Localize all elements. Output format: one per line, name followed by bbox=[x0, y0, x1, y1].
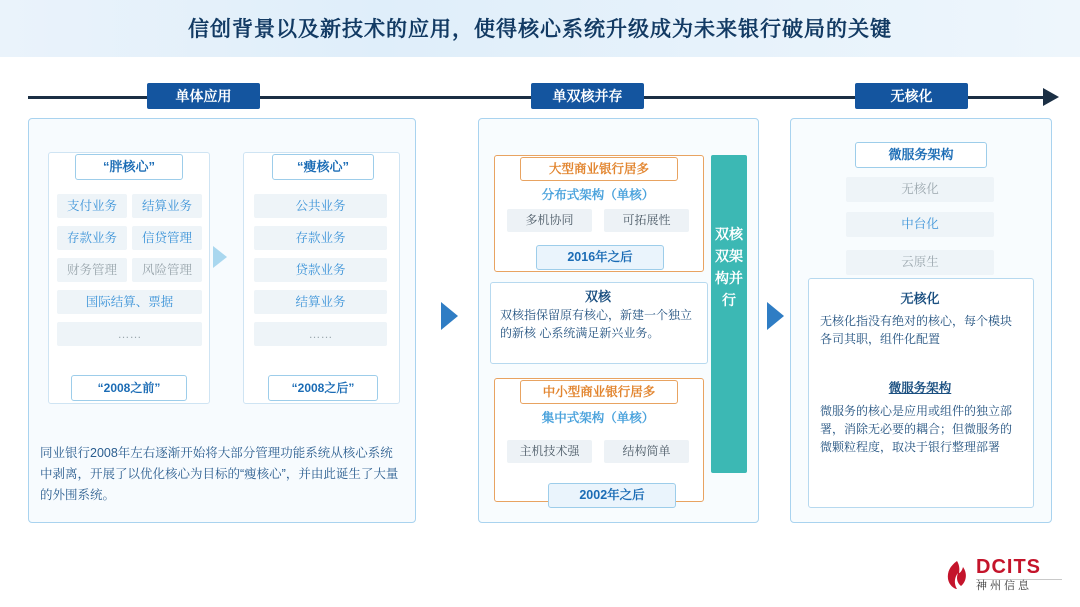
large-bank-title: 大型商业银行居多 bbox=[520, 157, 678, 181]
coreless-heading-1: 无核化 bbox=[900, 291, 940, 306]
transition-arrow-icon bbox=[213, 246, 227, 268]
small-bank-title: 中小型商业银行居多 bbox=[520, 380, 678, 404]
fat-core-item-6: 国际结算、票据 bbox=[57, 290, 202, 314]
thin-core-item-4: …… bbox=[254, 322, 387, 346]
coreless-heading-2: 微服务架构 bbox=[888, 381, 952, 395]
phase-tab-2: 单双核并存 bbox=[531, 83, 644, 109]
coreless-item-2: 云原生 bbox=[846, 250, 994, 275]
small-bank-year: 2002年之后 bbox=[548, 483, 676, 508]
coreless-item-0: 无核化 bbox=[846, 177, 994, 202]
dual-core-title: 双核 bbox=[584, 289, 611, 304]
dual-core-text: 双核指保留原有核心，新建一个独立的新核 心系统满足新兴业务。 bbox=[500, 308, 693, 340]
thin-core-item-3: 结算业务 bbox=[254, 290, 387, 314]
large-bank-year: 2016年之后 bbox=[536, 245, 664, 270]
coreless-item-1: 中台化 bbox=[846, 212, 994, 237]
large-bank-subtitle: 分布式架构（单核） bbox=[541, 188, 655, 202]
fat-core-item-4: 财务管理 bbox=[57, 258, 127, 282]
small-bank-subtitle: 集中式架构（单核） bbox=[541, 411, 655, 425]
thin-core-item-2: 贷款业务 bbox=[254, 258, 387, 282]
logo-en: DCITS bbox=[976, 556, 1041, 579]
microservice-caption: 微服务架构 bbox=[855, 142, 987, 168]
thin-core-item-0: 公共业务 bbox=[254, 194, 387, 218]
panel1-to-panel2-arrow-icon bbox=[441, 302, 458, 330]
fat-core-item-2: 存款业务 bbox=[57, 226, 127, 250]
phase-tab-3: 无核化 bbox=[855, 83, 968, 109]
logo-cn: 神州信息 bbox=[976, 580, 1032, 593]
dcits-mark-icon bbox=[944, 560, 970, 590]
thin-core-item-1: 存款业务 bbox=[254, 226, 387, 250]
thin-core-caption: “瘦核心” bbox=[272, 154, 374, 180]
dual-core-vertical-bar-label: 双核双架构并行 bbox=[715, 226, 743, 308]
large-bank-chip-1: 可拓展性 bbox=[604, 209, 689, 232]
panel2-to-panel3-arrow-icon bbox=[767, 302, 784, 330]
dual-core-vertical-bar bbox=[711, 155, 747, 473]
timeline-arrow-icon bbox=[1043, 88, 1059, 106]
large-bank-chip-0: 多机协同 bbox=[507, 209, 592, 232]
fat-core-item-5: 风险管理 bbox=[132, 258, 202, 282]
small-bank-chip-0: 主机技术强 bbox=[507, 440, 592, 463]
phase-tab-1: 单体应用 bbox=[147, 83, 260, 109]
logo-text bbox=[976, 557, 1062, 593]
fat-core-item-1: 结算业务 bbox=[132, 194, 202, 218]
thin-core-footer: “2008之后” bbox=[268, 375, 378, 401]
logo bbox=[944, 557, 1062, 593]
coreless-para-1: 无核化指没有绝对的核心，每个模块各司其职，组件化配置 bbox=[820, 314, 1013, 346]
page-title: 信创背景以及新技术的应用，使得核心系统升级成为未来银行破局的关键 bbox=[188, 18, 892, 41]
fat-core-item-3: 信贷管理 bbox=[132, 226, 202, 250]
fat-core-caption: “胖核心” bbox=[75, 154, 183, 180]
fat-core-footer: “2008之前” bbox=[71, 375, 187, 401]
page-header bbox=[0, 0, 1080, 57]
fat-core-item-7: …… bbox=[57, 322, 202, 346]
small-bank-chip-1: 结构简单 bbox=[604, 440, 689, 463]
panel1-note: 同业银行2008年左右逐渐开始将大部分管理功能系统从核心系统中剥离，开展了以优化核心为目标的“瘦核心”，并由此诞生了大量的外围系统。 bbox=[40, 446, 399, 502]
fat-core-item-0: 支付业务 bbox=[57, 194, 127, 218]
coreless-para-2: 微服务的核心是应用或组件的独立部署，消除无必要的耦合；但微服务的微颗粒程度，取决于银行整理部署 bbox=[820, 404, 1013, 454]
